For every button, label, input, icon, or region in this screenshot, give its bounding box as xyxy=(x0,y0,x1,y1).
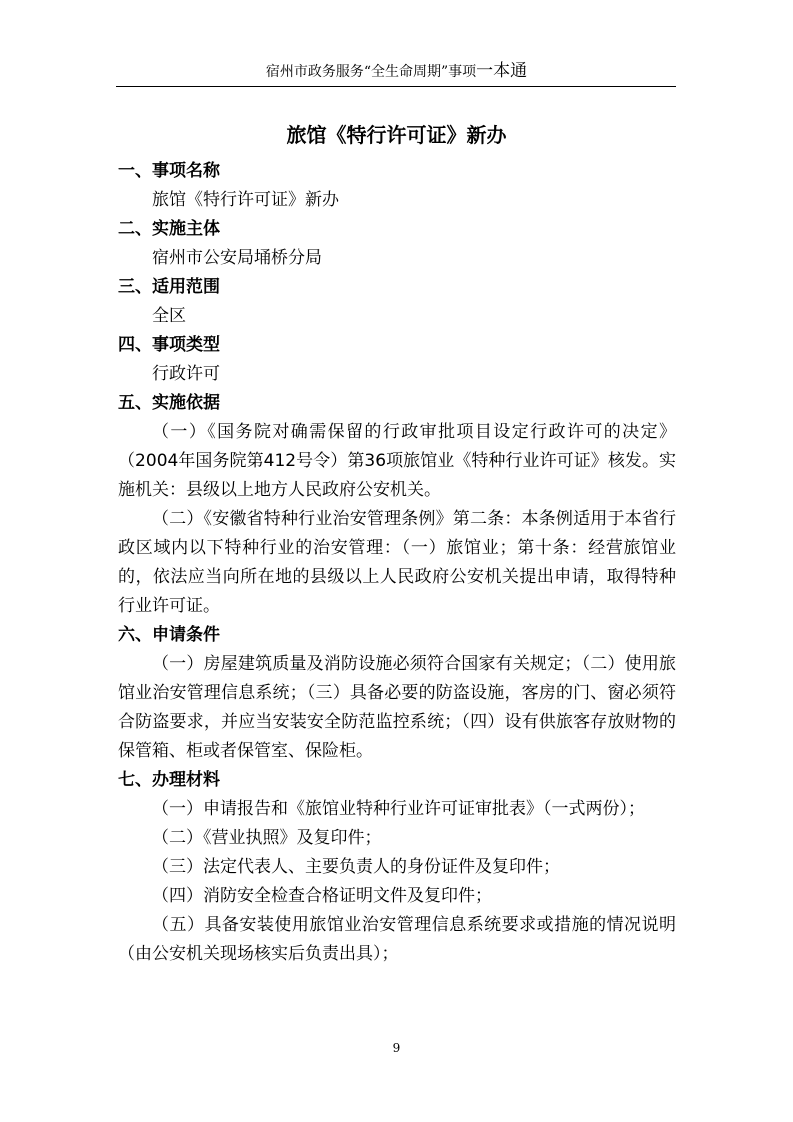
list-item: （四）消防安全检查合格证明文件及复印件； xyxy=(152,886,492,906)
section-heading: 七、办理材料 xyxy=(118,770,220,790)
header-suffix: 一本通 xyxy=(476,61,528,81)
paragraph: （二）《安徽省特种行业治安管理条例》第二条：本条例适用于本省行政区域内以下特种行业的治安管理：（一）旅馆业；第十条：经营旅馆业的，依法应当向所在地的县级以上人民政府公安机关提出申请，取得特种行业许可证。 xyxy=(118,509,676,616)
section-value: 旅馆《特行许可证》新办 xyxy=(152,190,339,210)
list-item: （二）《营业执照》及复印件； xyxy=(152,828,382,848)
section-heading: 四、事项类型 xyxy=(118,335,220,355)
header-text: 宿州市政务服务“全生命周期”事项 xyxy=(265,64,477,80)
section-value: 宿州市公安局埇桥分局 xyxy=(152,248,322,268)
section-value: 行政许可 xyxy=(152,364,220,384)
section-heading: 三、适用范围 xyxy=(118,277,220,297)
section-heading: 五、实施依据 xyxy=(118,393,220,413)
paragraph: （一）《国务院对确需保留的行政审批项目设定行政许可的决定》（2004年国务院第412号令）第36项旅馆业《特种行业许可证》核发。实施机关：县级以上地方人民政府公安机关。 xyxy=(118,422,676,500)
header-rule xyxy=(116,86,676,87)
section-heading: 二、实施主体 xyxy=(118,219,220,239)
document-body xyxy=(118,157,676,969)
page-header xyxy=(0,62,793,81)
paragraph: （一）房屋建筑质量及消防设施必须符合国家有关规定；（二）使用旅馆业治安管理信息系统；（三）具备必要的防盗设施，客房的门、窗必须符合防盗要求，并应当安装安全防范监控系统；（四）设有供旅客存放财物的保管箱、柜或者保管室、保险柜。 xyxy=(118,654,676,761)
section-heading: 一、事项名称 xyxy=(118,161,220,181)
list-item: （一）申请报告和《旅馆业特种行业许可证审批表》（一式两份）； xyxy=(152,799,645,819)
section-heading: 六、申请条件 xyxy=(118,625,220,645)
page-number: 9 xyxy=(392,1041,401,1055)
page-title: 旅馆《特行许可证》新办 xyxy=(286,123,507,147)
section-value: 全区 xyxy=(152,306,186,326)
list-item: （五）具备安装使用旅馆业治安管理信息系统要求或措施的情况说明（由公安机关现场核实后负责出具）； xyxy=(118,915,676,964)
list-item: （三）法定代表人、主要负责人的身份证件及复印件； xyxy=(152,857,560,877)
